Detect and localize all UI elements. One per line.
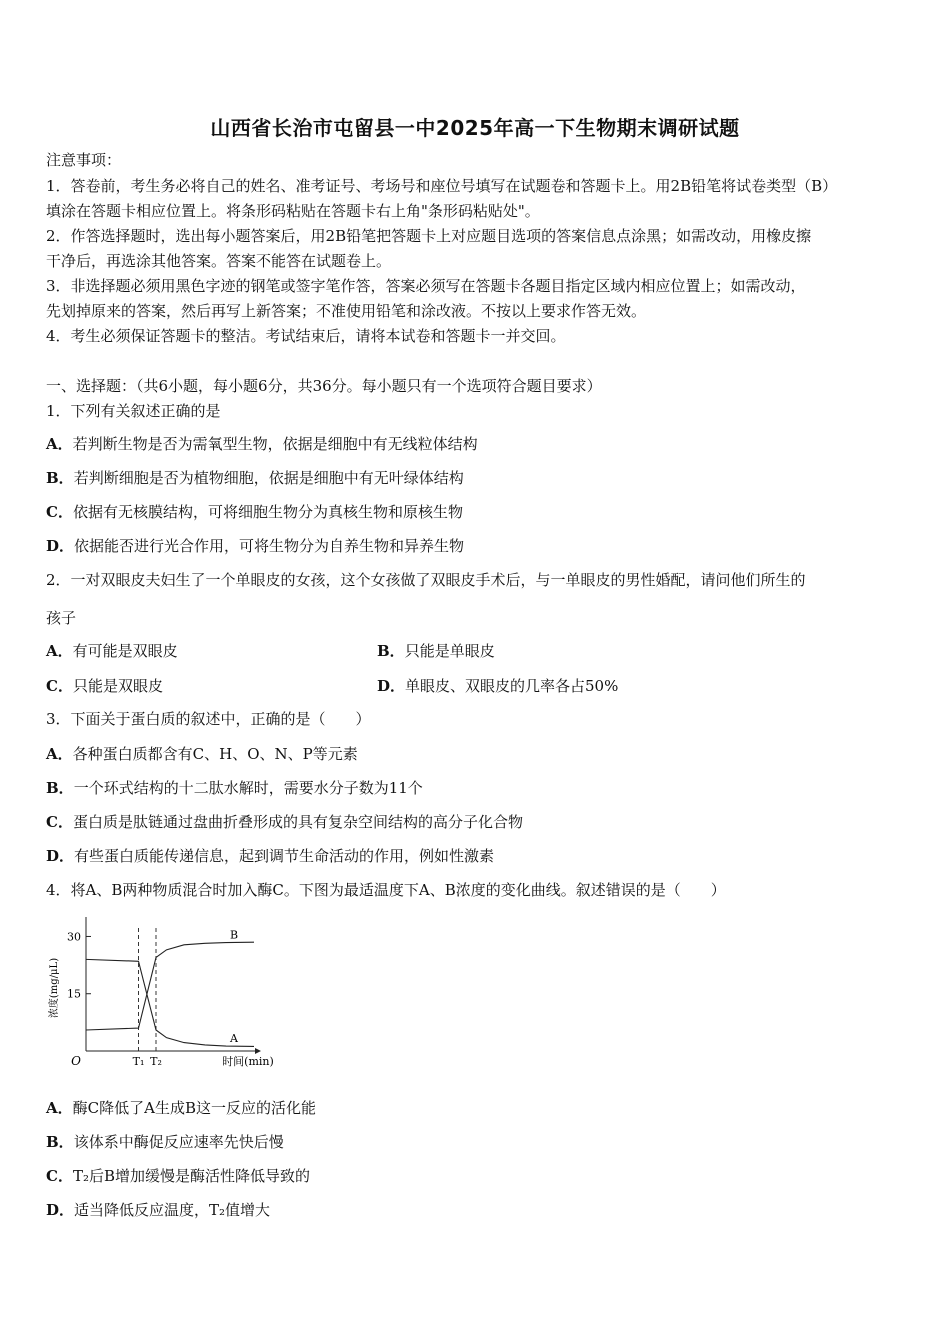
q1-option-b xyxy=(46,468,464,488)
option-label: A． xyxy=(46,435,73,453)
notice-line: 4．考生必须保证答题卡的整洁。考试结束后，请将本试卷和答题卡一并交回。 xyxy=(46,327,566,345)
chart-axes xyxy=(47,917,274,1068)
q3-option-a xyxy=(46,744,358,764)
option-label: B． xyxy=(46,1133,74,1151)
option-text: 各种蛋白质都含有C、H、O、N、P等元素 xyxy=(72,745,358,763)
option-label: D． xyxy=(377,677,406,695)
option-label: C． xyxy=(46,813,73,831)
q1-option-c xyxy=(46,502,463,522)
notice-line: 1．答卷前，考生务必将自己的姓名、准考证号、考场号和座位号填写在试题卷和答题卡上。用2B铅笔将试卷类型（B） xyxy=(46,177,838,195)
option-text: 有些蛋白质能传递信息，起到调节生命活动的作用，例如性激素 xyxy=(74,847,495,865)
y-tick-label: 15 xyxy=(67,987,81,1001)
question-1-stem: 1．下列有关叙述正确的是 xyxy=(46,402,221,420)
q2-option-d xyxy=(377,676,618,696)
question-3-stem: 3．下面关于蛋白质的叙述中，正确的是（ ） xyxy=(46,710,371,728)
q1-option-a xyxy=(46,434,478,454)
option-text: 一个环式结构的十二肽水解时，需要水分子数为11个 xyxy=(73,779,423,797)
series-line-B xyxy=(86,942,254,1030)
notice-line: 3．非选择题必须用黑色字迹的钢笔或签字笔作答，答案必须写在答题卡各题目指定区域内相应位置上；如需改动， xyxy=(46,277,806,295)
q4-option-b xyxy=(46,1132,284,1152)
option-label: B． xyxy=(377,642,405,660)
q3-option-b xyxy=(46,778,423,798)
q2-option-a xyxy=(46,641,178,661)
y-axis-label: 浓度(mg/μL) xyxy=(49,957,60,1019)
option-label: A． xyxy=(46,1099,73,1117)
option-label: D． xyxy=(46,847,75,865)
option-text: 若判断细胞是否为植物细胞，依据是细胞中有无叶绿体结构 xyxy=(73,469,464,487)
option-text: 蛋白质是肽链通过盘曲折叠形成的具有复杂空间结构的高分子化合物 xyxy=(72,813,523,831)
option-label: D． xyxy=(46,537,75,555)
option-label: A． xyxy=(46,745,73,763)
option-label: D． xyxy=(46,1201,75,1219)
question-2-stem-cont: 孩子 xyxy=(46,609,77,627)
option-text: 该体系中酶促反应速率先快后慢 xyxy=(73,1133,284,1151)
notice-line: 填涂在答题卡相应位置上。将条形码粘贴在答题卡右上角"条形码粘贴处"。 xyxy=(46,202,540,220)
option-text: T₂后B增加缓慢是酶活性降低导致的 xyxy=(72,1167,310,1185)
option-text: 依据能否进行光合作用，可将生物分为自养生物和异养生物 xyxy=(74,537,465,555)
section-heading: 一、选择题：（共6小题，每小题6分，共36分。每小题只有一个选项符合题目要求） xyxy=(46,377,602,395)
chart-marks xyxy=(86,929,254,1047)
y-tick-label: 30 xyxy=(67,930,81,944)
notice-heading: 注意事项： xyxy=(46,151,122,169)
q4-option-a xyxy=(46,1098,316,1118)
question-2-stem: 2．一对双眼皮夫妇生了一个单眼皮的女孩，这个女孩做了双眼皮手术后，与一单眼皮的男性婚配，请问他们所生的 xyxy=(46,571,806,589)
origin-label: O xyxy=(71,1054,81,1068)
q2-option-b xyxy=(377,641,495,661)
notice-line: 先划掉原来的答案，然后再写上新答案；不准使用铅笔和涂改液。不按以上要求作答无效。 xyxy=(46,302,647,320)
page-title: 山西省长治市屯留县一中2025年高一下生物期末调研试题 xyxy=(210,116,740,140)
notice-line: 干净后，再选涂其他答案。答案不能答在试题卷上。 xyxy=(46,252,392,270)
option-text: 只能是单眼皮 xyxy=(404,642,495,660)
q3-option-d xyxy=(46,846,494,866)
series-label-B: B xyxy=(230,928,239,942)
option-label: A． xyxy=(46,642,73,660)
concentration-chart xyxy=(44,915,274,1075)
option-label: C． xyxy=(46,677,73,695)
option-text: 有可能是双眼皮 xyxy=(72,642,178,660)
option-label: B． xyxy=(46,779,74,797)
q1-option-d xyxy=(46,536,464,556)
series-label-A: A xyxy=(230,1032,238,1046)
q3-option-c xyxy=(46,812,523,832)
q4-option-d xyxy=(46,1200,270,1220)
notice-line: 2．作答选择题时，选出每小题答案后，用2B铅笔把答题卡上对应题目选项的答案信息点涂黑；如需改动，用橡皮擦 xyxy=(46,227,812,245)
x-tick-label: T₁ xyxy=(132,1055,145,1068)
series-line-A xyxy=(86,959,254,1046)
option-text: 只能是双眼皮 xyxy=(72,677,163,695)
question-4-stem: 4．将A、B两种物质混合时加入酶C。下图为最适温度下A、B浓度的变化曲线。叙述错误的是（ ） xyxy=(46,881,726,899)
option-text: 若判断生物是否为需氧型生物，依据是细胞中有无线粒体结构 xyxy=(72,435,478,453)
option-label: C． xyxy=(46,1167,73,1185)
q2-option-c xyxy=(46,676,163,696)
option-label: B． xyxy=(46,469,74,487)
option-label: C． xyxy=(46,503,73,521)
x-tick-label: T₂ xyxy=(150,1055,162,1068)
option-text: 依据有无核膜结构，可将细胞生物分为真核生物和原核生物 xyxy=(72,503,463,521)
option-text: 酶C降低了A生成B这一反应的活化能 xyxy=(72,1099,316,1117)
option-text: 适当降低反应温度，T₂值增大 xyxy=(74,1201,271,1219)
option-text: 单眼皮、双眼皮的几率各占50% xyxy=(405,677,619,695)
x-axis-label: 时间(min) xyxy=(222,1055,274,1068)
q4-option-c xyxy=(46,1166,310,1186)
